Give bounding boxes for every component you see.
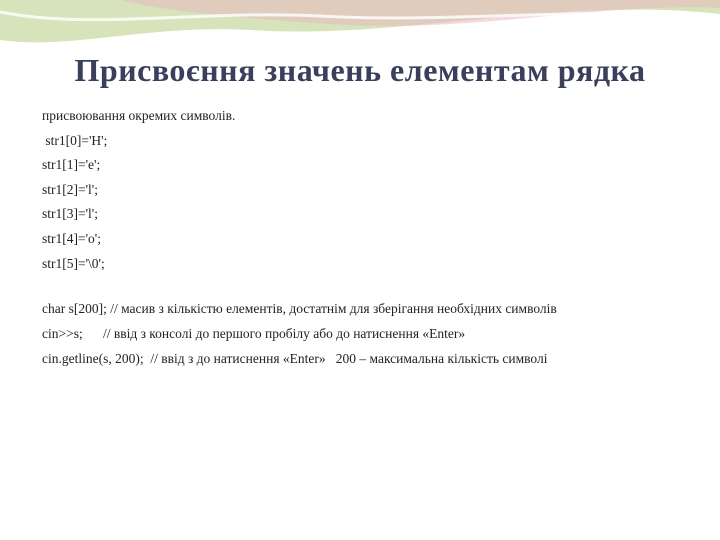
slide-body	[42, 104, 702, 371]
code-line: str1[4]='o';	[42, 230, 101, 246]
code-line: str1[3]='l';	[42, 206, 98, 222]
text-line: присвоювання окремих символів.	[42, 108, 236, 123]
code-line: cin>>s; // ввід з консолі до першого пробілу або до натиснення «Enter»	[42, 326, 466, 342]
code-line: char s[200]; // масив з кількістю елементів, достатнім для зберігання необхідних символів	[42, 301, 557, 317]
code-line: str1[1]='e';	[42, 157, 101, 173]
code-line: cin.getline(s, 200); // ввід з до натиснення «Enter» 200 – максимальна кількість символі	[42, 351, 548, 367]
code-line: str1[2]='l';	[42, 181, 98, 197]
code-line: str1[5]='\0';	[42, 255, 105, 271]
slide-title: Присвоєння значень елементам рядка	[74, 52, 646, 88]
code-line: str1[0]='H';	[42, 132, 108, 148]
spacer	[42, 276, 702, 296]
